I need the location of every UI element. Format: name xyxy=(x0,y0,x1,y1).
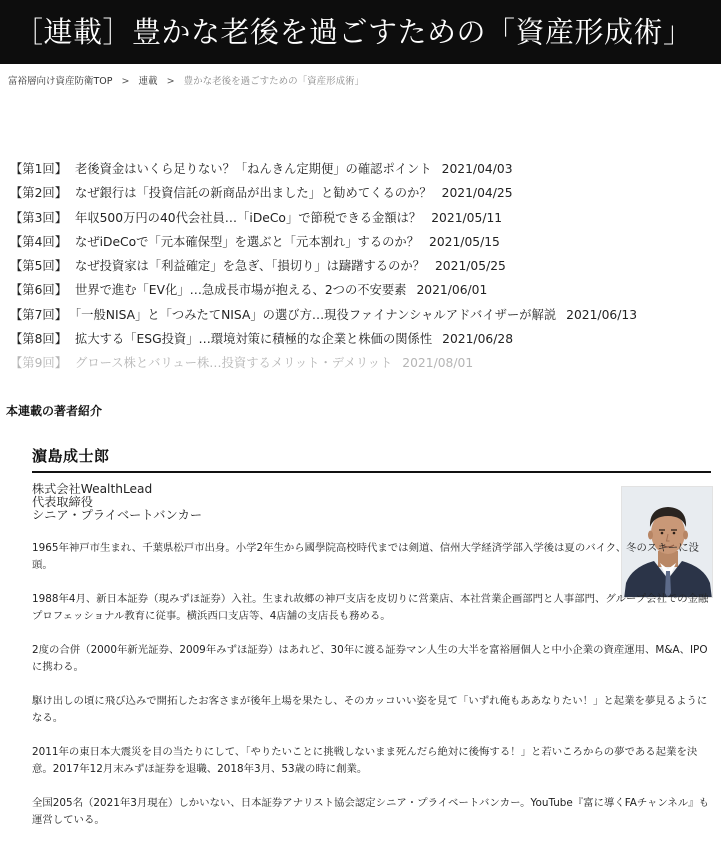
breadcrumb-home-link[interactable]: 富裕層向け資産防衛TOP xyxy=(8,76,113,87)
episode-link[interactable] xyxy=(10,278,715,302)
bio-paragraph: 2度の合併（2000年新光証券、2009年みずほ証券）はあれど、30年に渡る証券マン人生の大半を富裕層個人と中小企業の資産運用、M&A、IPOに携わる。 xyxy=(32,644,708,673)
episode-link[interactable] xyxy=(10,181,715,205)
episode-number: 【第3回】 xyxy=(10,210,68,225)
breadcrumb-current: 豊かな老後を過ごすための「資産形成術」 xyxy=(183,76,365,87)
episode-date: 2021/06/13 xyxy=(566,307,638,322)
episode-title: 老後資金はいくら足りない？「ねんきん定期便」の確認ポイント xyxy=(75,162,432,176)
episode-date: 2021/06/28 xyxy=(442,331,514,346)
bio-paragraph: 1965年神戸市生まれ、千葉県松戸市出身。小学2年生から國學院高校時代までは剣道、信州大学経済学部入学後は夏のバイク、冬のスキーに没頭。 xyxy=(32,542,699,571)
episode-title: 世界で進む「EV化」…急成長市場が抱える、2つの不安要素 xyxy=(75,283,407,298)
bio-paragraph: 2011年の東日本大震災を目の当たりにして、「やりたいことに挑戦しないまま死んだら絶対に後悔する！」と若いころからの夢である起業を決意。2017年12月末みずほ証券を退職、2018年3月、53歳の時に創業。 xyxy=(32,746,698,775)
bio-paragraph: 1988年4月、新日本証券（現みずほ証券）入社。生まれ故郷の神戸支店を皮切りに営業店、本社営業企画部門と人事部門、グループ会社での金融プロフェッショナル教育に従事。横浜西口支店等、4店舗の支店長も務める。 xyxy=(32,593,709,622)
episode-number: 【第4回】 xyxy=(10,234,68,249)
author-titles xyxy=(32,483,202,522)
breadcrumb-separator: > xyxy=(121,76,130,87)
episode-title: 拡大する「ESG投資」…環境対策に積極的な企業と株価の関係性 xyxy=(75,331,433,346)
episode-date: 2021/04/25 xyxy=(441,186,513,201)
episode-date: 2021/05/11 xyxy=(431,210,503,225)
breadcrumb xyxy=(8,73,364,87)
episode-date: 2021/05/25 xyxy=(434,259,506,273)
bio-paragraph: 駆け出しの頃に飛び込みで開拓したお客さまが後年上場を果たし、そのカッコいい姿を見て「いずれ俺もああなりたい！」と起業を夢見るようになる。 xyxy=(32,695,708,724)
episode-number: 【第9回】 xyxy=(10,356,68,370)
author-name: 濵島成士郎 xyxy=(32,447,110,465)
episode-link[interactable] xyxy=(10,327,715,351)
author-role: 代表取締役 xyxy=(32,495,93,509)
author-section-heading: 本連載の著者紹介 xyxy=(6,404,103,418)
episode-title: 「一般NISA」と「つみたてNISA」の選び方…現役ファイナンシャルアドバイザーが解説 xyxy=(75,307,557,322)
episode-number: 【第8回】 xyxy=(10,331,68,346)
episode-title: なぜ銀行は「投資信託の新商品が出ました」と勧めてくるのか？ xyxy=(75,186,432,201)
episode-list xyxy=(10,157,715,375)
series-banner xyxy=(0,0,721,64)
episode-link[interactable] xyxy=(10,303,715,327)
series-title: ［連載］豊かな老後を過ごすための「資産形成術」 xyxy=(14,15,693,49)
episode-title: なぜ投資家は「利益確定」を急ぎ、「損切り」は躊躇するのか？ xyxy=(75,259,425,273)
bio-paragraph: 全国205名（2021年3月現在）しかいない、日本証券アナリスト協会認定シニア・プライベートバンカー。YouTube『富に導くFAチャンネル』も運営している。 xyxy=(32,797,709,826)
episode-link[interactable] xyxy=(10,157,715,181)
episode-current xyxy=(10,351,715,375)
episode-title: グロース株とバリュー株…投資するメリット・デメリット xyxy=(75,356,393,370)
episode-link[interactable] xyxy=(10,206,715,230)
episode-number: 【第2回】 xyxy=(10,186,68,201)
episode-title: 年収500万円の40代会社員…「iDeCo」で節税できる金額は？ xyxy=(75,210,422,225)
author-position: シニア・プライベートバンカー xyxy=(32,508,203,522)
divider xyxy=(32,471,711,473)
episode-number: 【第5回】 xyxy=(10,259,68,273)
episode-date: 2021/05/15 xyxy=(429,234,500,249)
episode-number: 【第6回】 xyxy=(10,283,68,298)
episode-number: 【第1回】 xyxy=(10,162,68,176)
breadcrumb-separator: > xyxy=(166,76,175,87)
episode-date: 2021/08/01 xyxy=(402,356,474,370)
episode-number: 【第7回】 xyxy=(10,307,68,322)
episode-link[interactable] xyxy=(10,254,715,278)
author-bio xyxy=(32,540,714,846)
episode-date: 2021/06/01 xyxy=(416,283,488,298)
episode-date: 2021/04/03 xyxy=(441,162,513,176)
breadcrumb-series-link[interactable]: 連載 xyxy=(138,76,158,87)
author-company: 株式会社WealthLead xyxy=(32,482,153,496)
episode-link[interactable] xyxy=(10,230,715,254)
episode-title: なぜiDeCoで「元本確保型」を選ぶと「元本割れ」するのか？ xyxy=(75,234,419,249)
